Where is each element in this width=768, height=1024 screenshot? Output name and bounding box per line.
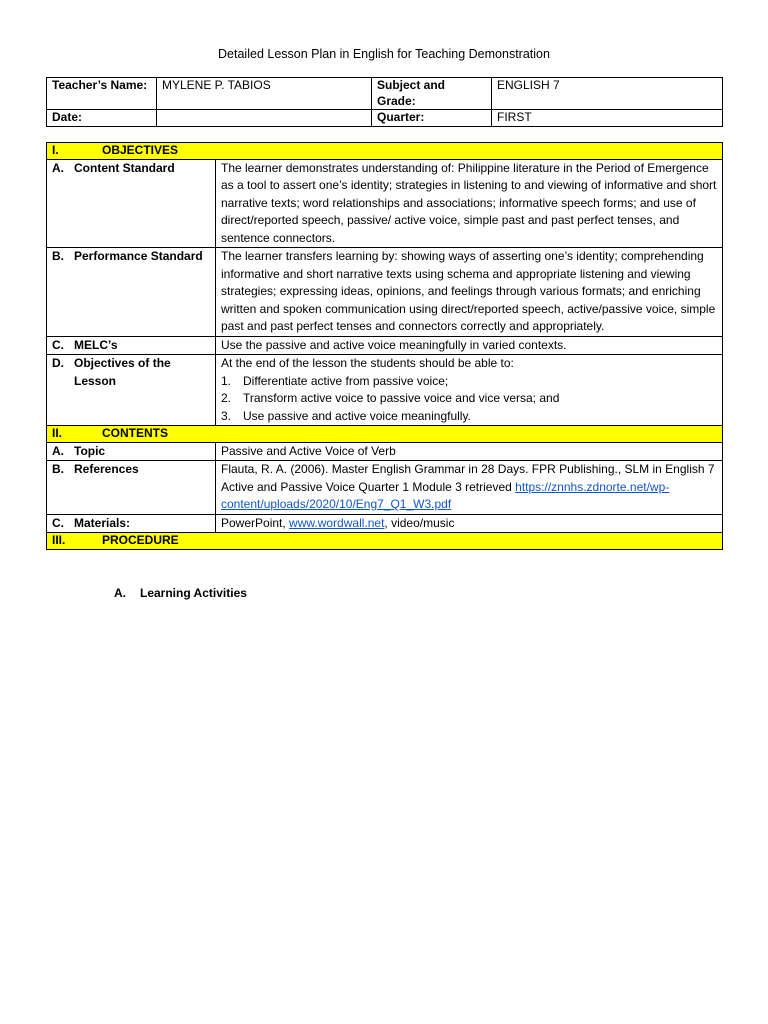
materials-text-before: PowerPoint,: [221, 515, 290, 530]
quarter-label: Quarter:: [372, 110, 492, 127]
references-link[interactable]: https://znnhs.zdnorte.net/wp-content/uploads/2020/10/Eng7_Q1_W3.pdf: [221, 479, 670, 511]
subject-grade-label: Subject and Grade:: [372, 78, 492, 110]
materials-text-after: , video/music: [384, 515, 455, 530]
references-label: References: [74, 462, 139, 476]
performance-standard-row: [47, 248, 723, 337]
performance-standard-label: Performance Standard: [74, 249, 203, 263]
list-item-number: 1.: [221, 373, 232, 388]
content-standard-text: The learner demonstrates understanding of: Philippine literature in the Period of Emergence as a tool to assert one’s identity; strategies in listening to and viewing of informative and short narrative texts; word relationships and associations; informative speech forms; and use of direct/reported speech, passive/ active voice, simple past and past perfect tenses, and sentence connectors.: [216, 159, 723, 248]
list-item: [221, 390, 717, 408]
document-title: Detailed Lesson Plan in English for Teaching Demonstration: [218, 47, 550, 61]
references-letter: B.: [52, 462, 64, 476]
performance-standard-letter: B.: [52, 249, 64, 263]
lesson-plan-table: [46, 142, 723, 550]
materials-link[interactable]: www.wordwall.net: [289, 515, 385, 530]
header-row-date: [47, 110, 723, 127]
section-procedure-row: [47, 533, 723, 550]
section-procedure-label: PROCEDURE: [102, 533, 179, 547]
topic-row: [47, 442, 723, 461]
section-objectives-number: I.: [52, 143, 59, 157]
date-label: Date:: [47, 110, 157, 127]
content-standard-row: [47, 159, 723, 248]
content-standard-letter: A.: [52, 160, 64, 175]
header-table: [46, 77, 723, 127]
list-item-text: Transform active voice to passive voice and vice versa; and: [243, 391, 560, 405]
materials-letter: C.: [52, 515, 64, 530]
topic-letter: A.: [52, 443, 64, 458]
header-row-teacher: [47, 78, 723, 110]
melcs-text: Use the passive and active voice meaningfully in varied contexts.: [216, 336, 723, 355]
lesson-objectives-intro: At the end of the lesson the students should be able to:: [221, 356, 514, 370]
section-objectives-row: [47, 143, 723, 160]
section-objectives-label: OBJECTIVES: [102, 143, 179, 157]
quarter-value: FIRST: [492, 110, 723, 127]
section-contents-row: [47, 426, 723, 443]
melcs-label: MELC’s: [74, 337, 118, 352]
learning-activities-letter: A.: [114, 586, 126, 600]
learning-activities-label: Learning Activities: [140, 586, 247, 600]
section-contents-label: CONTENTS: [102, 426, 168, 440]
topic-label: Topic: [74, 443, 106, 458]
list-item-number: 2.: [221, 391, 232, 405]
lesson-objectives-letter: D.: [52, 356, 64, 370]
list-item: [221, 373, 717, 391]
references-text: Flauta, R. A. (2006). Master English Grammar in 28 Days. FPR Publishing., SLM in English 7 Active and Passive Voice Quarter 1 Module 3 retrieved: [221, 462, 715, 494]
references-row: [47, 461, 723, 515]
list-item-text: Differentiate active from passive voice;: [243, 373, 449, 388]
content-standard-label: Content Standard: [74, 160, 175, 175]
performance-standard-text: The learner transfers learning by: showing ways of asserting one’s identity; comprehending informative and short narrative texts using schema and appropriate listening and viewing strategies; expressing ideas, opinions, and feelings through various formats; and enriching written and spoken communication using direct/reported speech, active/passive voice, simple past and past perfect tenses and connectors correctly and appropriately.: [216, 248, 723, 337]
melcs-letter: C.: [52, 337, 64, 352]
date-value: [157, 110, 372, 127]
subject-grade-value: ENGLISH 7: [492, 78, 723, 110]
materials-row: [47, 514, 723, 533]
teacher-name-label: Teacher’s Name:: [47, 78, 157, 110]
list-item-number: 3.: [221, 408, 232, 423]
list-item: [221, 408, 717, 426]
list-item-text: Use passive and active voice meaningfully.: [243, 408, 471, 423]
learning-activities-heading: [114, 586, 247, 600]
lesson-objectives-label: Objectives of the Lesson: [74, 356, 171, 388]
topic-text: Passive and Active Voice of Verb: [216, 442, 723, 461]
section-contents-number: II.: [52, 426, 63, 440]
section-procedure-number: III.: [52, 533, 66, 547]
melcs-row: [47, 336, 723, 355]
teacher-name-value: MYLENE P. TABIOS: [157, 78, 372, 110]
materials-label: Materials:: [74, 515, 131, 530]
lesson-objectives-row: [47, 355, 723, 426]
